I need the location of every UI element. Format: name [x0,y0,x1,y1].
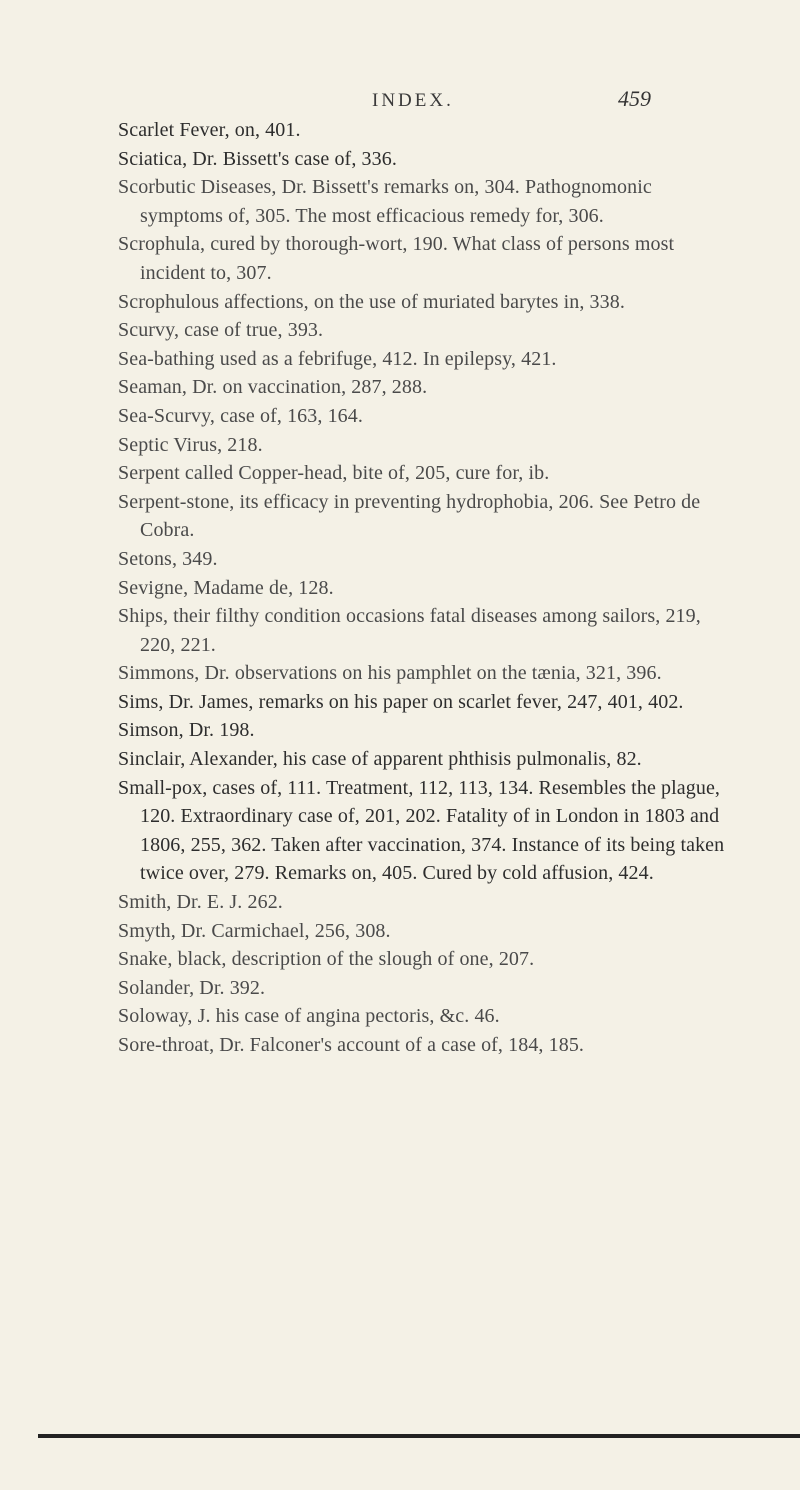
index-entry: Scorbutic Diseases, Dr. Bissett's remarks on, 304. Pathognomonic symptoms of, 305. The most efficacious remedy for, 306. [118,176,652,227]
index-entry: Snake, black, description of the slough of one, 207. [118,948,535,971]
index-entries [118,116,738,1060]
index-entry: Soloway, J. his case of angina pectoris, &c. 46. [118,1005,500,1028]
index-entry: Serpent called Copper-head, bite of, 205, cure for, ib. [118,462,550,485]
index-entry: Ships, their filthy condition occasions fatal diseases among sailors, 219, 220, 221. [118,605,701,656]
index-entry: Seaman, Dr. on vaccination, 287, 288. [118,376,428,399]
index-entry: Sciatica, Dr. Bissett's case of, 336. [118,147,397,170]
index-entry: Sea-bathing used as a febrifuge, 412. In epilepsy, 421. [118,347,557,370]
index-entry: Serpent-stone, its efficacy in preventing hydrophobia, 206. See Petro de Cobra. [118,490,701,542]
index-entry: Smith, Dr. E. J. 262. [118,891,283,914]
index-entry: Setons, 349. [118,547,218,570]
index-entry: Sims, Dr. James, remarks on his paper on scarlet fever, 247, 401, 402. [118,690,684,713]
index-entry: Sevigne, Madame de, 128. [118,576,334,599]
index-entry: Septic Virus, 218. [118,433,263,456]
index-entry: Sea-Scurvy, case of, 163, 164. [118,404,363,427]
running-title: INDEX. [372,90,454,111]
index-entry: Scarlet Fever, on, 401. [118,119,301,141]
index-entry: Sore-throat, Dr. Falconer's account of a case of, 184, 185. [118,1034,585,1056]
index-entry: Scrophula, cured by thorough-wort, 190. What class of persons most incident to, 307. [118,233,675,284]
page-number: 459 [618,86,651,111]
index-entry: Scurvy, case of true, 393. [118,319,324,342]
index-entry: Scrophulous affections, on the use of muriated barytes in, 338. [118,290,625,313]
index-entry: Smyth, Dr. Carmichael, 256, 308. [118,919,391,942]
bottom-rule [38,1434,800,1438]
running-head [0,84,800,114]
index-entry: Simson, Dr. 198. [118,719,255,742]
index-entry: Solander, Dr. 392. [118,976,266,999]
index-entry: Small-pox, cases of, 111. Treatment, 112, 113, 134. Resembles the plague, 120. Extraordinary case of, 201, 202. Fatality of in London in 1803 and 1806, 255, 362. Taken after vaccination, 374. Instance of its being taken twice over, 279. Remarks on, 405. Cured by cold affusion, 424. [118,776,725,885]
index-entry: Sinclair, Alexander, his case of apparent phthisis pulmonalis, 82. [118,748,642,771]
index-entry: Simmons, Dr. observations on his pamphlet on the tænia, 321, 396. [118,662,662,685]
